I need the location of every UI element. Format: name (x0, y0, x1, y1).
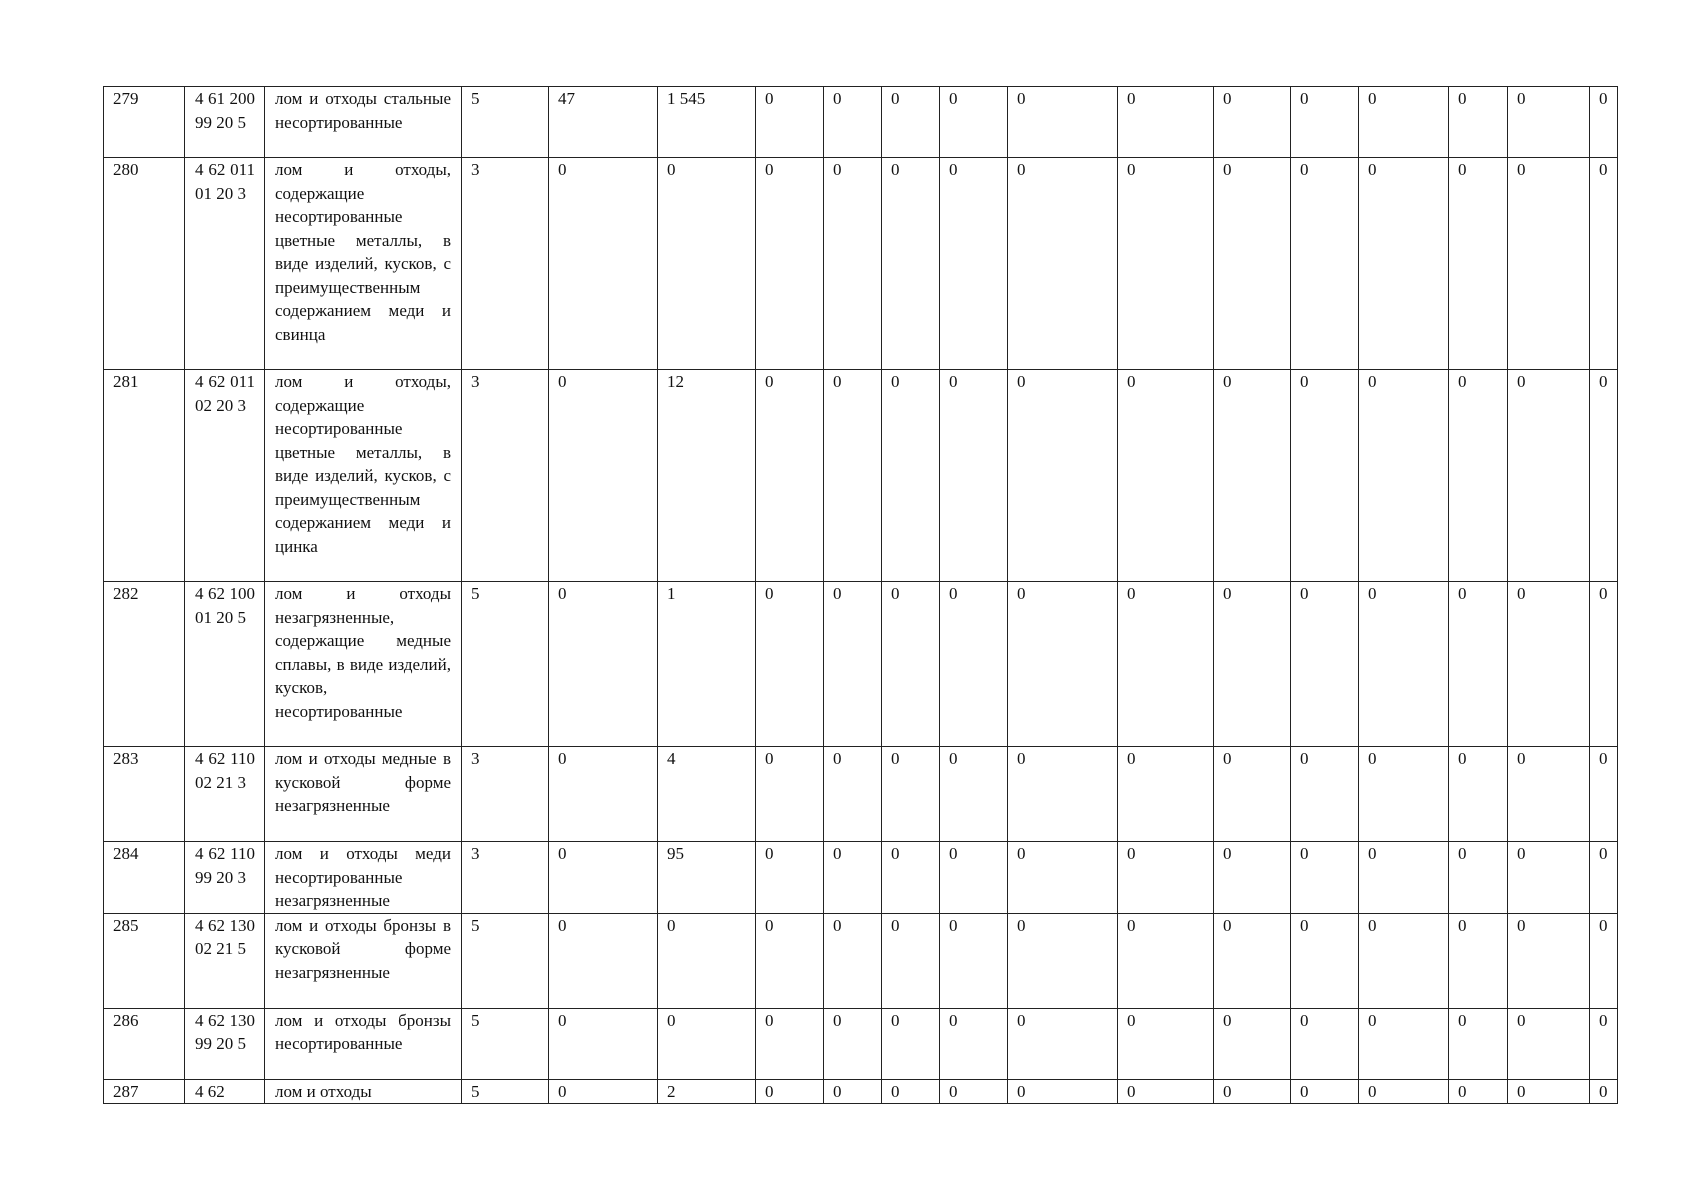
row-number-cell: 279 (104, 87, 185, 158)
value-cell: 0 (1359, 913, 1449, 1008)
value-cell: 0 (1449, 87, 1508, 158)
value-cell: 0 (1449, 1079, 1508, 1104)
value-cell: 0 (940, 842, 1008, 914)
value-cell: 0 (1118, 1079, 1214, 1104)
value-cell: 0 (1291, 87, 1359, 158)
value-cell: 0 (882, 1079, 940, 1104)
value-cell: 0 (1590, 842, 1618, 914)
waste-name-cell: лом и отходы стальные несортированные (265, 87, 462, 158)
row-number-cell: 281 (104, 370, 185, 582)
waste-code-cell: 4 62 011 01 20 3 (185, 158, 265, 370)
value-cell: 0 (1359, 1079, 1449, 1104)
value-cell: 3 (462, 747, 549, 842)
value-cell: 0 (940, 87, 1008, 158)
value-cell: 0 (1214, 87, 1291, 158)
table-body (104, 87, 1618, 1104)
value-cell: 12 (658, 370, 756, 582)
value-cell: 0 (549, 842, 658, 914)
value-cell: 0 (1359, 370, 1449, 582)
value-cell: 0 (549, 1079, 658, 1104)
value-cell: 4 (658, 747, 756, 842)
value-cell: 0 (1291, 158, 1359, 370)
value-cell: 0 (756, 582, 824, 747)
value-cell: 0 (1008, 582, 1118, 747)
value-cell: 0 (1214, 370, 1291, 582)
value-cell: 3 (462, 842, 549, 914)
value-cell: 0 (1359, 1008, 1449, 1079)
value-cell: 0 (1291, 747, 1359, 842)
value-cell: 0 (940, 913, 1008, 1008)
value-cell: 0 (1008, 1008, 1118, 1079)
waste-code-cell: 4 62 100 01 20 5 (185, 582, 265, 747)
value-cell: 0 (1590, 370, 1618, 582)
row-number-cell: 287 (104, 1079, 185, 1104)
value-cell: 0 (940, 370, 1008, 582)
value-cell: 0 (1118, 913, 1214, 1008)
waste-name-cell: лом и отходы бронзы несортированные (265, 1008, 462, 1079)
row-number-cell: 285 (104, 913, 185, 1008)
value-cell: 0 (756, 87, 824, 158)
value-cell: 0 (824, 87, 882, 158)
value-cell: 0 (824, 370, 882, 582)
value-cell: 0 (658, 158, 756, 370)
value-cell: 0 (1118, 158, 1214, 370)
value-cell: 0 (1214, 1079, 1291, 1104)
waste-name-cell: лом и отходы, содержащие несортированные цветные металлы, в виде изделий, кусков, с преимущественным содержанием меди и свинца (265, 158, 462, 370)
waste-code-cell: 4 62 110 99 20 3 (185, 842, 265, 914)
value-cell: 0 (756, 1079, 824, 1104)
value-cell: 0 (824, 1079, 882, 1104)
value-cell: 0 (1359, 842, 1449, 914)
value-cell: 0 (756, 913, 824, 1008)
value-cell: 0 (1449, 1008, 1508, 1079)
value-cell: 5 (462, 582, 549, 747)
value-cell: 0 (1359, 87, 1449, 158)
value-cell: 0 (1118, 747, 1214, 842)
waste-code-cell: 4 62 110 02 21 3 (185, 747, 265, 842)
row-number-cell: 280 (104, 158, 185, 370)
value-cell: 0 (1008, 158, 1118, 370)
waste-code-cell: 4 62 011 02 20 3 (185, 370, 265, 582)
value-cell: 1 (658, 582, 756, 747)
value-cell: 0 (658, 1008, 756, 1079)
value-cell: 0 (824, 913, 882, 1008)
value-cell: 5 (462, 913, 549, 1008)
value-cell: 0 (1590, 1008, 1618, 1079)
value-cell: 3 (462, 158, 549, 370)
value-cell: 0 (824, 842, 882, 914)
value-cell: 0 (1508, 842, 1590, 914)
table-row (104, 1008, 1618, 1079)
value-cell: 0 (1449, 913, 1508, 1008)
value-cell: 0 (882, 158, 940, 370)
value-cell: 0 (549, 370, 658, 582)
value-cell: 0 (1508, 1079, 1590, 1104)
waste-name-cell: лом и отходы незагрязненные, содержащие медные сплавы, в виде изделий, кусков, несортированные (265, 582, 462, 747)
value-cell: 0 (1214, 842, 1291, 914)
value-cell: 0 (1291, 842, 1359, 914)
value-cell: 0 (1008, 913, 1118, 1008)
value-cell: 0 (1590, 747, 1618, 842)
value-cell: 0 (756, 370, 824, 582)
row-number-cell: 286 (104, 1008, 185, 1079)
value-cell: 0 (549, 913, 658, 1008)
waste-name-cell: лом и отходы (265, 1079, 462, 1104)
value-cell: 0 (940, 747, 1008, 842)
value-cell: 0 (1508, 87, 1590, 158)
value-cell: 0 (824, 582, 882, 747)
value-cell: 0 (549, 582, 658, 747)
value-cell: 5 (462, 1079, 549, 1104)
row-number-cell: 284 (104, 842, 185, 914)
value-cell: 47 (549, 87, 658, 158)
value-cell: 0 (1508, 158, 1590, 370)
table-row (104, 842, 1618, 914)
value-cell: 0 (882, 87, 940, 158)
table-row (104, 747, 1618, 842)
value-cell: 0 (1214, 1008, 1291, 1079)
value-cell: 0 (824, 1008, 882, 1079)
value-cell: 0 (1508, 1008, 1590, 1079)
value-cell: 0 (824, 158, 882, 370)
value-cell: 0 (1590, 87, 1618, 158)
value-cell: 0 (940, 158, 1008, 370)
waste-name-cell: лом и отходы, содержащие несортированные цветные металлы, в виде изделий, кусков, с преимущественным содержанием меди и цинка (265, 370, 462, 582)
waste-code-cell: 4 62 130 02 21 5 (185, 913, 265, 1008)
value-cell: 0 (756, 1008, 824, 1079)
value-cell: 0 (1449, 582, 1508, 747)
value-cell: 0 (1214, 913, 1291, 1008)
value-cell: 2 (658, 1079, 756, 1104)
value-cell: 0 (1590, 582, 1618, 747)
value-cell: 0 (1449, 370, 1508, 582)
waste-code-cell: 4 62 130 99 20 5 (185, 1008, 265, 1079)
value-cell: 0 (1508, 913, 1590, 1008)
value-cell: 0 (756, 842, 824, 914)
table-row (104, 582, 1618, 747)
waste-code-cell: 4 61 200 99 20 5 (185, 87, 265, 158)
waste-table (103, 86, 1618, 1104)
value-cell: 0 (882, 1008, 940, 1079)
value-cell: 0 (1118, 370, 1214, 582)
value-cell: 0 (882, 842, 940, 914)
value-cell: 0 (1214, 747, 1291, 842)
value-cell: 0 (1008, 370, 1118, 582)
waste-code-cell: 4 62 (185, 1079, 265, 1104)
table-row (104, 158, 1618, 370)
value-cell: 0 (549, 1008, 658, 1079)
table-row (104, 1079, 1618, 1104)
value-cell: 0 (1291, 370, 1359, 582)
value-cell: 0 (1118, 87, 1214, 158)
value-cell: 0 (882, 747, 940, 842)
value-cell: 0 (824, 747, 882, 842)
value-cell: 0 (1008, 747, 1118, 842)
value-cell: 0 (882, 370, 940, 582)
waste-name-cell: лом и отходы бронзы в кусковой форме незагрязненные (265, 913, 462, 1008)
value-cell: 3 (462, 370, 549, 582)
value-cell: 0 (1359, 158, 1449, 370)
row-number-cell: 282 (104, 582, 185, 747)
value-cell: 0 (1008, 87, 1118, 158)
value-cell: 0 (1214, 158, 1291, 370)
row-number-cell: 283 (104, 747, 185, 842)
value-cell: 0 (756, 158, 824, 370)
value-cell: 0 (1359, 582, 1449, 747)
value-cell: 0 (1508, 582, 1590, 747)
value-cell: 0 (549, 747, 658, 842)
value-cell: 1 545 (658, 87, 756, 158)
value-cell: 5 (462, 87, 549, 158)
value-cell: 0 (756, 747, 824, 842)
value-cell: 0 (1291, 1008, 1359, 1079)
value-cell: 0 (882, 582, 940, 747)
value-cell: 0 (1291, 913, 1359, 1008)
value-cell: 0 (1508, 370, 1590, 582)
value-cell: 0 (1359, 747, 1449, 842)
value-cell: 5 (462, 1008, 549, 1079)
value-cell: 0 (658, 913, 756, 1008)
value-cell: 0 (1291, 582, 1359, 747)
value-cell: 0 (940, 1079, 1008, 1104)
value-cell: 0 (940, 1008, 1008, 1079)
value-cell: 0 (1008, 1079, 1118, 1104)
table-row (104, 87, 1618, 158)
value-cell: 0 (882, 913, 940, 1008)
value-cell: 0 (940, 582, 1008, 747)
value-cell: 0 (1118, 842, 1214, 914)
value-cell: 95 (658, 842, 756, 914)
value-cell: 0 (1008, 842, 1118, 914)
value-cell: 0 (1590, 158, 1618, 370)
table-row (104, 913, 1618, 1008)
value-cell: 0 (549, 158, 658, 370)
value-cell: 0 (1118, 1008, 1214, 1079)
value-cell: 0 (1590, 913, 1618, 1008)
value-cell: 0 (1449, 158, 1508, 370)
value-cell: 0 (1590, 1079, 1618, 1104)
value-cell: 0 (1449, 747, 1508, 842)
value-cell: 0 (1449, 842, 1508, 914)
value-cell: 0 (1508, 747, 1590, 842)
value-cell: 0 (1118, 582, 1214, 747)
table-row (104, 370, 1618, 582)
value-cell: 0 (1214, 582, 1291, 747)
waste-name-cell: лом и отходы медные в кусковой форме незагрязненные (265, 747, 462, 842)
value-cell: 0 (1291, 1079, 1359, 1104)
waste-name-cell: лом и отходы меди несортированные незагрязненные (265, 842, 462, 914)
